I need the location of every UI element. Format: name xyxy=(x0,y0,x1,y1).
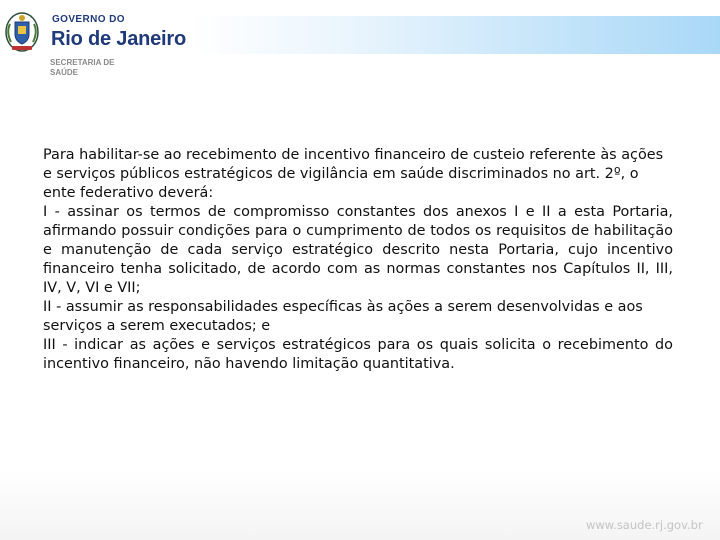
page-header xyxy=(0,0,720,77)
state-name-logo-text: Rio de Janeiro xyxy=(51,28,187,50)
requirement-item-3: III - indicar as ações e serviços estratégicos para os quais solicita o recebimento do incentivo financeiro, não havendo limitação quantitativa. xyxy=(43,337,673,372)
website-link[interactable]: www.saude.rj.gov.br xyxy=(586,518,703,532)
secretaria-label xyxy=(50,58,140,78)
secretaria-line1: SECRETARIA DE xyxy=(50,58,115,67)
intro-paragraph: Para habilitar-se ao recebimento de incentivo financeiro de custeio referente às ações e serviços públicos estratégicos de vigilância em saúde discriminados no art. 2º, o ente federativo deverá: xyxy=(43,147,664,201)
government-label: GOVERNO DO xyxy=(52,14,125,25)
requirement-item-2: II - assumir as responsabilidades específicas às ações a serem desenvolvidas e aos serviços a serem executados; e xyxy=(43,299,643,334)
document-body xyxy=(43,146,673,374)
state-coat-of-arms-icon xyxy=(4,10,40,54)
requirement-item-1: I - assinar os termos de compromisso constantes dos anexos I e II a esta Portaria, afirmando possuir condições para o cumprimento de todos os requisitos de habilitação e manutenção de cada serviço estratégico descrito nesta Portaria, cujo incentivo financeiro tenha solicitado, de acordo com as normas constantes nos Capítulos II, III, IV, V, VI e VII; xyxy=(43,204,673,296)
secretaria-line2: SAÚDE xyxy=(50,68,79,77)
header-gradient-bar xyxy=(188,16,720,54)
